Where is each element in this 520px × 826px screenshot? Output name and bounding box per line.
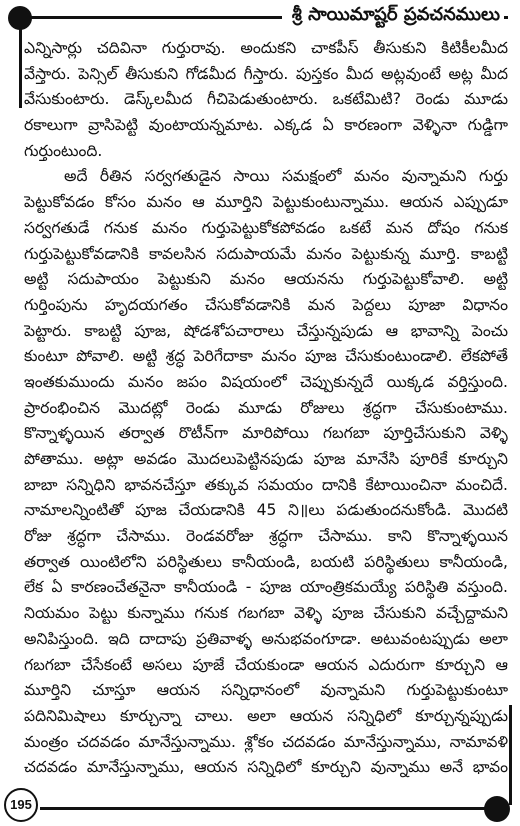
text-line: పదినిమిషాలు కూర్చున్నా చాలు. అలా ఆయన సన్నిధిలో కూర్చున్నప్పుడు — [24, 706, 508, 725]
text-line: ప్రారంభించిన మొదట్లో రెండు మూడు రోజులు శ్రద్ధగా చేసుకుంటాము. — [24, 398, 508, 417]
text-line: వేసుకుంటారు. డెస్క్‌లమీద గీచిపెడుతుంటారు. ఒకటేమిటి? రెండు మూడు — [24, 90, 508, 109]
text-line: సర్వగతుడే గనుక మనం గుర్తుపెట్టుకోకపోవడం ఒకటే మన దోషం గనుక — [24, 218, 508, 237]
text-line: ఎన్నిసార్లు చదివినా గుర్తురావు. అందుకని చాకపీస్ తీసుకుని కిటికీలమీద — [24, 39, 508, 57]
right-margin-rule — [509, 705, 512, 805]
text-line: గుర్తింపును హృదయగతం చేసుకోవడానికి మన పెద్దలు పూజా విధానం — [24, 295, 508, 314]
body-text — [24, 36, 508, 781]
text-line: గుర్తుంటుంది. — [24, 141, 103, 160]
text-line: కొన్నాళ్ళయిన తర్వాత రొటీన్‌గా మారిపోయి గబగబా పూర్తిచేసుకుని వెళ్ళి — [24, 424, 508, 443]
text-line: పోతాము. అట్లా అవడం మొదలుపెట్టినపుడు పూజ మానేసి పూరికే కూర్చుని — [24, 450, 508, 468]
text-line: కుంటూ పోవాలి. అట్టి శ్రద్ధ పెరిగేదాకా మనం పూజ చేసుకుంటుండాలి. లేకపోతే — [24, 347, 508, 366]
paragraph-1 — [24, 36, 508, 164]
text-line: నామాలన్నింటితో పూజ చేయడానికి 45 ని॥లు పడుతుందనుకోండి. మొదటి — [24, 501, 508, 520]
text-line: చదవడం మానేస్తున్నాము, ఆయన సన్నిధిలో కూర్చుని వున్నాము అనే భావం — [24, 758, 508, 777]
page-number: 195 — [4, 788, 38, 822]
text-line: గుర్తుపెట్టుకోవడానికి కావలసిన సదుపాయమే మనం పెట్టుకున్న మూర్తి. కాబట్టి — [24, 244, 508, 263]
text-line: తర్వాత యింటిలోని పరిస్థితులు కానీయండి, బయటి పరిస్థితులు కానీయండి, — [24, 552, 508, 571]
text-line: బాబా సన్నిధిని భావనచేస్తూ తక్కువ సమయం దానికి కేటాయించినా మంచిదే. — [24, 475, 508, 494]
text-line: గబగబా చేసేకంటే అసలు పూజే చేయకుండా ఆయన ఎదురుగా కూర్చుని ఆ — [24, 655, 508, 674]
running-header-title: శ్రీ సాయిమాష్టర్ ప్రవచనములు — [282, 2, 504, 28]
text-line: పెట్టారు. కాబట్టి పూజ, షోడశోపచారాలు చేస్తున్నపుడు ఆ భావాన్ని పెంచు — [24, 321, 508, 340]
text-line: రకాలుగా వ్రాసిపెట్టి వుంటాయన్నమాట. ఎక్కడ ఏ కారణంగా వెళ్ళినా గుడ్డిగా — [24, 116, 508, 135]
text-line: నియమం పెట్టు కున్నాము గనుక గబగబా వెళ్ళి పూజ చేసుకుని వచ్చేద్దామని — [24, 604, 508, 623]
text-line: లేక ఏ కారణంచేతనైనా కానీయండి - పూజ యాంత్రికమయ్యే పరిస్థితి వస్తుంది. — [24, 578, 508, 597]
text-line: మంత్రం చదవడం మానేస్తున్నాము. శ్లోకం చదవడం మానేస్తున్నాము, నామావళి — [24, 732, 508, 751]
paragraph-2 — [24, 164, 508, 781]
text-line: అనిపిస్తుంది. ఇది దాదాపు ప్రతివాళ్ళ అనుభవంగూడా. అటువంటప్పుడు అలా — [24, 629, 508, 648]
text-line: వేస్తారు. పెన్సిల్ తీసుకుని గోడమీద గీస్తారు. పుస్తకం మీద అట్లవుంటే అట్ల మీద — [24, 64, 508, 83]
text-line: అదే రీతిన సర్వగతుడైన సాయి సమక్షంలో మనం వున్నామని గుర్తు — [64, 167, 508, 186]
left-margin-rule — [19, 18, 22, 108]
text-line: మూర్తిని చూస్తూ ఆయన సన్నిధానంలో వున్నామని గుర్తుపెట్టుకుంటూ — [24, 681, 508, 700]
text-line: రోజు శ్రద్ధగా చేసాము. రెండవరోజు శ్రద్ధగా చేసాము. కాని కొన్నాళ్ళయిన — [24, 527, 508, 546]
text-line: ఇంతకుముందు మనం జపం విషయంలో చెప్పుకున్నదే యిక్కడ వర్తిస్తుంది. — [24, 372, 508, 391]
text-line: అట్టి సదుపాయం పెట్టుకుని మనం ఆయనను గుర్తుపెట్టుకోవాలి. అట్టి — [24, 270, 508, 289]
text-line: పెట్టుకోవడం కోసం మనం ఆ మూర్తిని పెట్టుకుంటున్నాము. ఆయన ఎప్పుడూ — [24, 193, 508, 212]
footer-ornament-dot — [484, 796, 510, 822]
footer-rule — [40, 807, 490, 810]
